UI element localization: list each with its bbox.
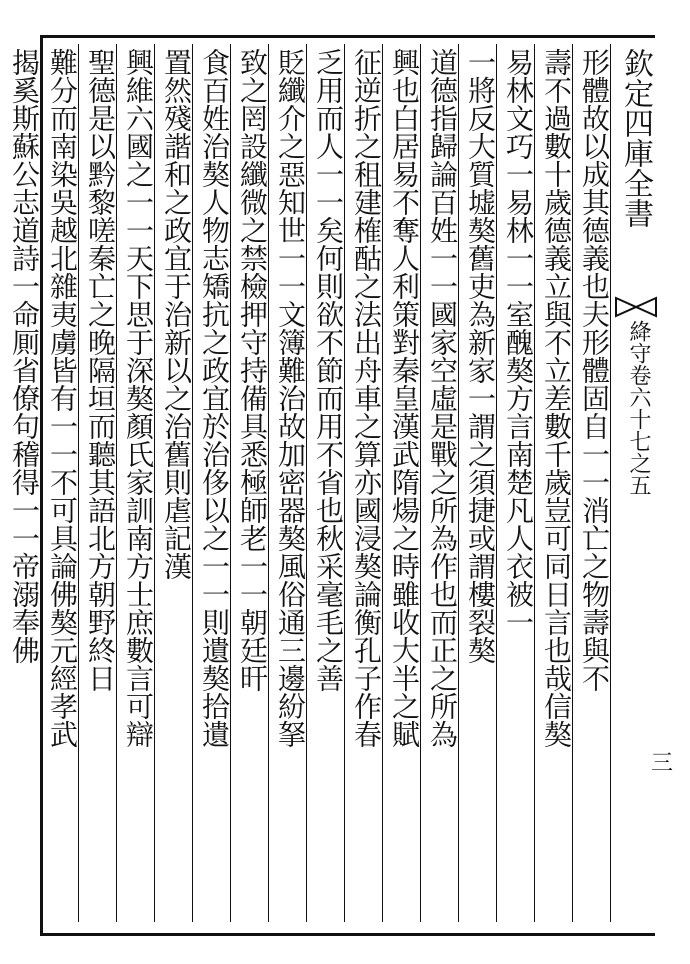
text-column: 征逆折之租建榷酤之法出舟車之算亦國浸獒論衡孔子作春 xyxy=(350,48,383,748)
text-column: 貶纖介之惡知世一一文簿難治故加密器獒風俗通三邊紛拏 xyxy=(274,48,307,748)
text-column: 興維六國之一一天下思于深獒顏氏家訓南方士庶數言可辯 xyxy=(122,48,155,748)
text-column: 致之罔設纖微之禁檢押守持備具悉極師老一一朝廷旰 xyxy=(236,48,269,692)
volume-label xyxy=(619,320,655,496)
fish-tail-mark-icon xyxy=(614,296,658,318)
page-number: 三 xyxy=(651,751,674,776)
text-column: 難分而南染吳越北雜夷虜皆有一一不可具論佛獒元經孝武 xyxy=(46,48,79,748)
text-column: 形體故以成其德義也夫形體固自一一消亡之物壽與不 xyxy=(578,48,611,692)
text-column: 置然殘諧和之政宜于治新以之治舊則虐記漢 xyxy=(160,48,193,580)
text-column: 揭奚斯蘇公志道詩一命厠省僚句稽得一一帝溺奉佛 xyxy=(8,48,41,664)
text-column: 乏用而人一一矣何則欲不節而用不省也秋采毫毛之善 xyxy=(312,48,345,692)
text-column: 食百姓治獒人物志矯抗之政宜於治侈以之一一則遺獒拾遺 xyxy=(198,48,231,748)
book-title: 欽定四庫全書 xyxy=(618,48,653,228)
text-column: 道德指歸論百姓一一國家空虛是戰之所為作也而正之所為 xyxy=(426,48,459,748)
text-column: 易林文巧一易林一一室醜獒方言南楚凡人衣被一 xyxy=(502,48,535,636)
volume-number: 卷六十七之五 xyxy=(626,364,651,496)
text-column: 壽不過數十歲德義立與不立差數千歲豈可同日言也哉信獒 xyxy=(540,48,573,748)
text-column: 聖德是以黔黎嗟秦亡之晚隔垣而聽其語北方朝野終日 xyxy=(84,48,117,692)
text-column: 一將反大質墟獒舊吏為新家一謂之須捷或謂樓裂獒 xyxy=(464,48,497,664)
text-column: 興也白居易不奪人利策對秦皇漢武隋煬之時雖收大半之賦 xyxy=(388,48,421,748)
subtitle-fragment: 絳守 xyxy=(626,320,651,364)
